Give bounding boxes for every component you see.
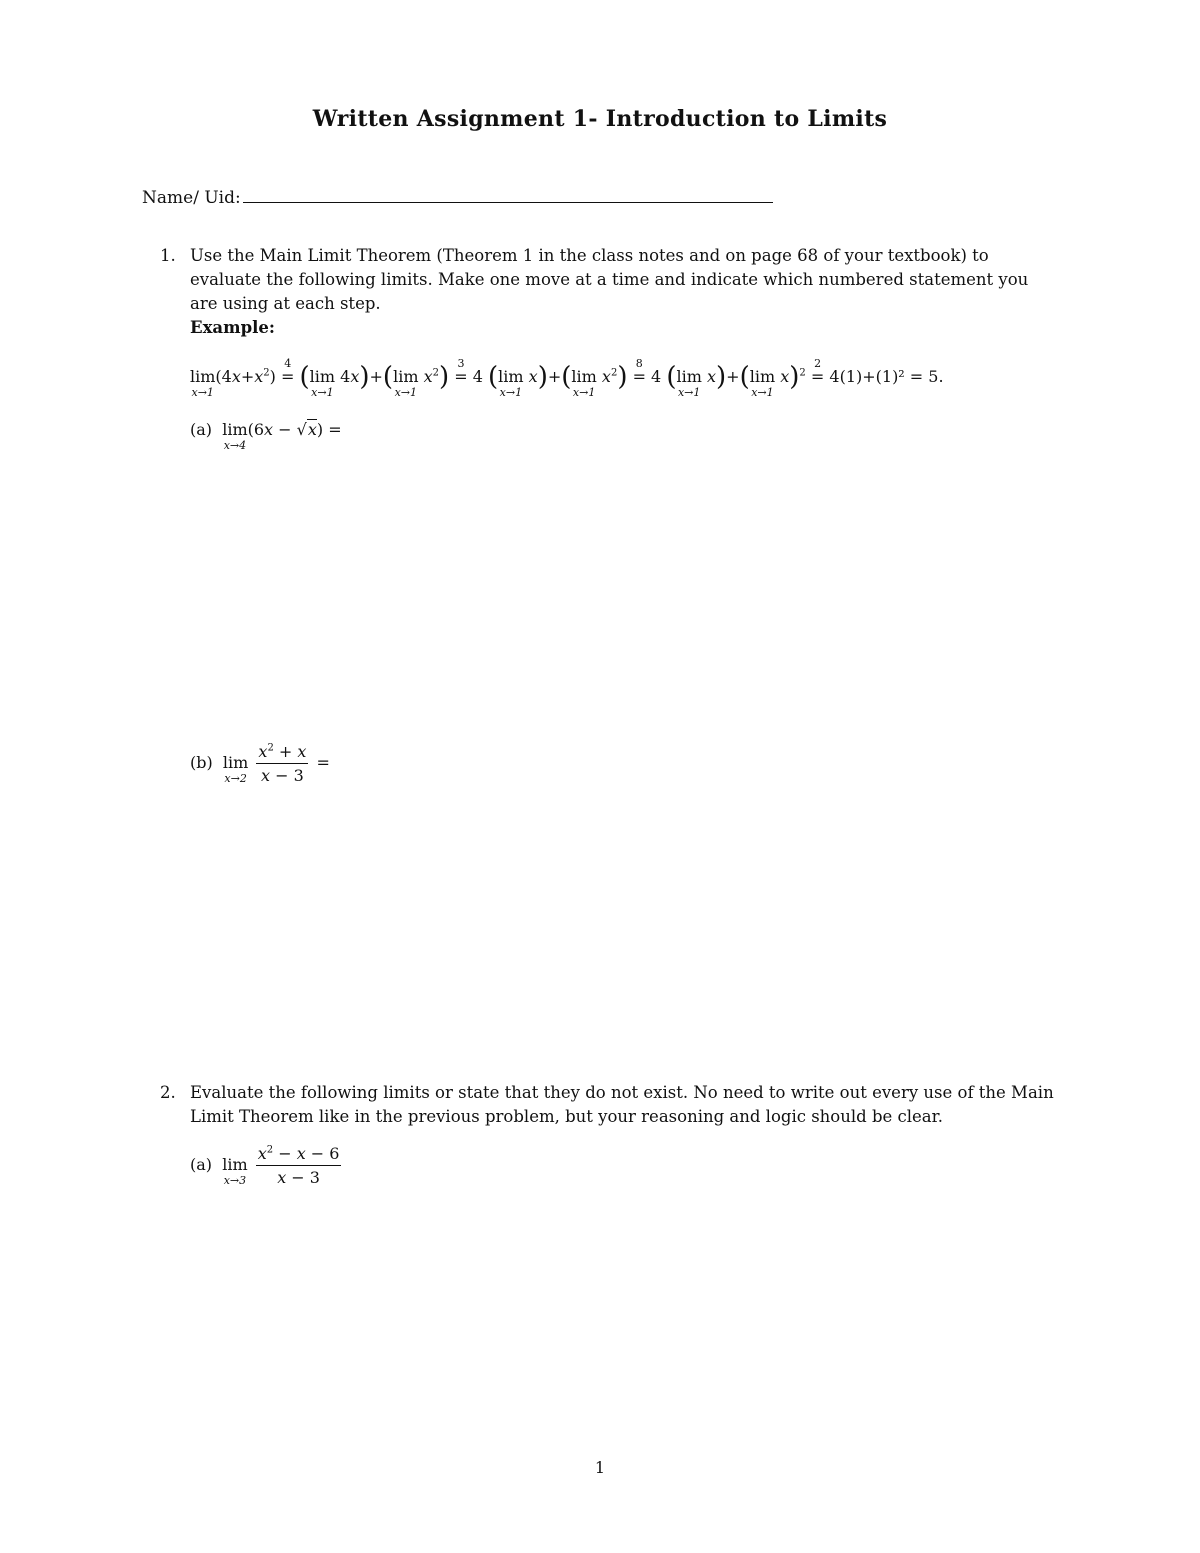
problem-1b-label: (b) [190, 753, 213, 772]
example-result: 4(1)+(1)² = 5. [829, 367, 944, 386]
page-number: 1 [594, 1458, 606, 1477]
problem-1-number: 1. [160, 246, 176, 265]
example-label: Example: [190, 318, 275, 337]
problem-2-text: Evaluate the following limits or state that they do not exist. No need to write out every use of the Main Limit Theorem like in the previous problem, but your reasoning and logic should be clear. [190, 1083, 1054, 1126]
problem-2a-label: (a) [190, 1155, 213, 1174]
problem-1 [160, 244, 1060, 340]
problem-1a-label: (a) [190, 420, 213, 439]
problem-2-number: 2. [160, 1083, 176, 1102]
problem-2a: (a) lim x→3 $\frac{x^2 - x - 6}{x - 3}$ [190, 1144, 340, 1187]
problem-1-text: Use the Main Limit Theorem (Theorem 1 in the class notes and on page 68 of your textbook) to evaluate the following limits. Make one move at a time and indicate which numbered statement you are using at each step. [190, 246, 1029, 313]
problem-1b: (b) lim x→2 $\frac{x^2 + x}{x - 3}$ = [190, 742, 330, 785]
example-equation: lim x→1 $(4x+x^2)$ = 4 (lim x→1 4x)+(lim x→1 $x^2$) = 3 4 (lim x→1 x)+(lim x→1 $x^2$) = 8 4 (lim x→1 x)+(lim x→1 x)$^2$ = 2 4(1)+(1)² = 5. [190, 357, 944, 399]
name-uid-label: Name/ Uid: [142, 188, 241, 208]
problem-2 [160, 1081, 1060, 1129]
page-title: Written Assignment 1- Introduction to Limits [312, 106, 888, 132]
name-uid-blank [243, 186, 773, 203]
problem-1a: (a) lim x→4 (6x − √x) = [190, 420, 342, 452]
name-uid-field [142, 186, 773, 208]
